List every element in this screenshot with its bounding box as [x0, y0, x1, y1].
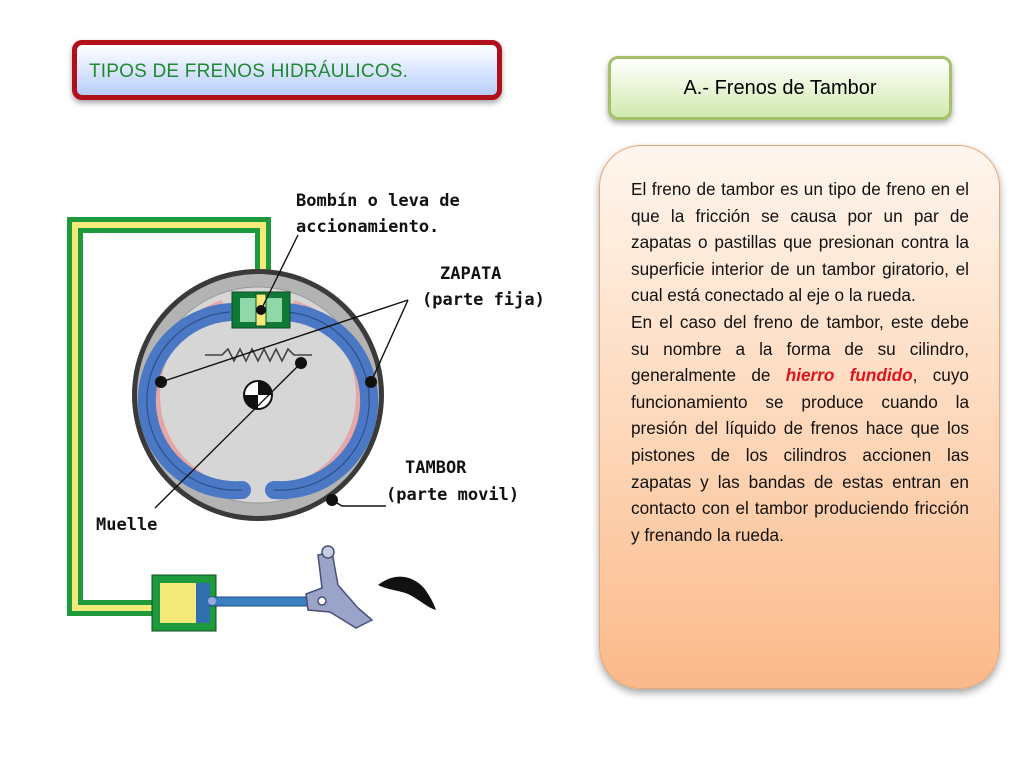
paragraph-2-end: , cuyo funcionamiento se produce cuando la presión del líquido de frenos hace que los pistones de los cilindros accionen las zapatas y las bandas de estas entran en contacto con el tambor produciendo fricción y frenando la rueda.	[631, 365, 969, 545]
label-tambor-line1: TAMBOR	[405, 458, 467, 478]
brake-pedal	[306, 546, 436, 628]
page-title: TIPOS DE FRENOS HIDRÁULICOS.	[89, 61, 409, 82]
label-zapata-line1: ZAPATA	[440, 264, 502, 284]
drum-brake-diagram	[60, 180, 560, 640]
label-muelle: Muelle	[96, 515, 158, 535]
paragraph-2-start: En el caso del freno de tambor, este debe su nombre a la forma de su cilindro, generalmente de	[631, 311, 969, 386]
label-bombin-line2: accionamiento.	[296, 217, 440, 237]
master-cylinder	[152, 575, 310, 631]
label-bombin-line1: Bombín o leva de	[296, 191, 460, 211]
description-panel	[599, 145, 1000, 689]
description-paragraph-1: El freno de tambor es un tipo de freno en el que la fricción se causa por un par de zapatas o pastillas que presionan contra la superficie interior de un tambor giratorio, el cual está conectado al eje o la rueda.	[631, 179, 969, 306]
highlight-hierro-fundido: hierro fundido	[785, 365, 913, 386]
subtitle-banner	[608, 56, 952, 120]
label-tambor-line2: (parte movil)	[386, 485, 520, 505]
section-subtitle: A.- Frenos de Tambor	[683, 76, 877, 99]
title-banner	[72, 40, 502, 100]
description-paragraph-2	[631, 309, 969, 548]
label-zapata-line2: (parte fija)	[422, 290, 545, 310]
